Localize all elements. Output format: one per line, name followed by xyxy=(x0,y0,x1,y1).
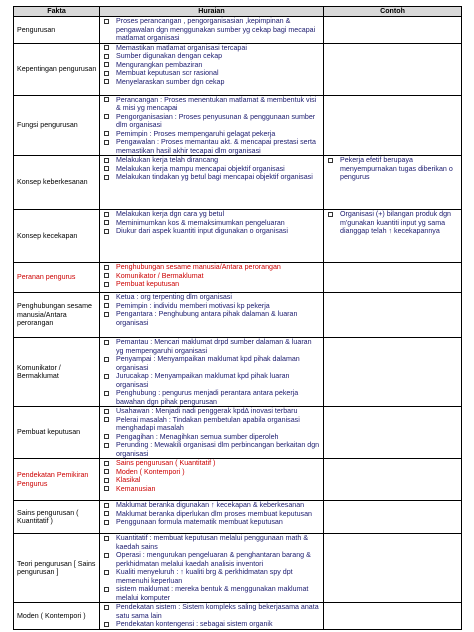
huraian-item xyxy=(102,78,321,87)
huraian-item xyxy=(102,302,321,311)
checkbox-bullet-icon xyxy=(104,158,109,163)
huraian-item xyxy=(102,138,321,155)
huraian-item xyxy=(102,476,321,485)
header-contoh: Contoh xyxy=(324,7,462,17)
checkbox-bullet-icon xyxy=(104,79,109,84)
contoh-cell xyxy=(324,43,462,95)
checkbox-bullet-icon xyxy=(104,391,109,396)
huraian-item xyxy=(102,310,321,327)
huraian-item xyxy=(102,69,321,78)
huraian-text: Mengurangkan pembaziran xyxy=(116,60,203,69)
huraian-item xyxy=(102,416,321,433)
huraian-text: Pelerai masalah : Tindakan pembetulan apabila organisasi menghadapi masalah xyxy=(116,415,300,432)
fakta-cell: Penghubungan sesame manusia/Antara perorangan xyxy=(14,293,100,338)
huraian-text: Pengawalan : Proses memantau akt. & mencapai prestasi serta memastikan hasil akhir tecapai dlm organisasi xyxy=(116,138,316,155)
huraian-cell xyxy=(100,156,324,210)
fakta-cell: Komunikator / Bermaklumat xyxy=(14,338,100,407)
huraian-text: Penyampai : Menyampaikan maklumat kpd pihak dalaman organisasi xyxy=(116,355,300,372)
checkbox-bullet-icon xyxy=(104,295,109,300)
huraian-text: Pengorganisasian : Proses penyusunan & penggunaan sumber dlm organisasi xyxy=(116,112,316,129)
huraian-cell xyxy=(100,95,324,156)
huraian-text: Operasi : mengurukan pengeluaran & penghantaran barang & perkhidmatan melalui kaedah analisis inventori xyxy=(116,551,311,568)
huraian-item xyxy=(102,585,321,602)
huraian-text: Pendekatan sistem : Sistem kompleks saling bekerjasama anata satu sama lain xyxy=(116,603,319,620)
checkbox-bullet-icon xyxy=(104,54,109,59)
huraian-text: Pembuat keputusan xyxy=(116,280,180,288)
huraian-cell xyxy=(100,210,324,263)
huraian-cell xyxy=(100,407,324,459)
huraian-text: Pemantau : Mencari maklumat drpd sumber dalaman & luaran yg mempengaruhi organisasi xyxy=(116,338,312,355)
checkbox-bullet-icon xyxy=(104,511,109,516)
checkbox-bullet-icon xyxy=(104,587,109,592)
huraian-text: Sumber digunakan dengan cekap xyxy=(116,52,223,60)
huraian-cell xyxy=(100,501,324,534)
huraian-text: Diukur dari aspek kuantiti input digunakan o organisasi xyxy=(116,227,288,235)
checkbox-bullet-icon xyxy=(328,158,333,163)
huraian-cell xyxy=(100,459,324,501)
contoh-cell xyxy=(324,95,462,156)
huraian-item xyxy=(102,459,321,468)
huraian-item xyxy=(102,165,321,174)
huraian-cell xyxy=(100,603,324,630)
huraian-item xyxy=(102,501,321,510)
fakta-cell: Fungsi pengurusan xyxy=(14,95,100,156)
checkbox-bullet-icon xyxy=(104,114,109,119)
huraian-item xyxy=(102,407,321,416)
huraian-text: Klasikal xyxy=(116,476,141,484)
contoh-cell xyxy=(324,210,462,263)
huraian-item xyxy=(102,355,321,372)
huraian-item xyxy=(102,485,321,494)
checkbox-bullet-icon xyxy=(104,434,109,439)
huraian-text: Pemimpin : individu memberi motivasi kp pekerja xyxy=(116,301,270,310)
checkbox-bullet-icon xyxy=(104,536,109,541)
table-row xyxy=(14,95,462,156)
contoh-cell xyxy=(324,459,462,501)
huraian-text: Maklumat beranka digunakan ↑ kecekapan & keberkesanan xyxy=(116,501,305,509)
huraian-item xyxy=(102,113,321,130)
huraian-text: Komunikator / Bermaklumat xyxy=(116,271,204,280)
fakta-cell: Konsep keberkesanan xyxy=(14,156,100,210)
fakta-cell: Pengurusan xyxy=(14,17,100,44)
huraian-item xyxy=(102,210,321,219)
checkbox-bullet-icon xyxy=(104,503,109,508)
huraian-item xyxy=(102,603,321,620)
huraian-item xyxy=(102,338,321,355)
huraian-item xyxy=(102,568,321,585)
table-row xyxy=(14,534,462,603)
huraian-text: Melakukan kerja dgn cara yg betul xyxy=(116,210,225,218)
huraian-text: Penghubungan sesame manusia/Antara perorangan xyxy=(116,263,281,271)
checkbox-bullet-icon xyxy=(104,520,109,525)
huraian-text: Memastikan matlamat organisasi tercapai xyxy=(116,43,247,52)
huraian-item xyxy=(102,372,321,389)
checkbox-bullet-icon xyxy=(104,374,109,379)
checkbox-bullet-icon xyxy=(104,212,109,217)
checkbox-bullet-icon xyxy=(104,417,109,422)
checkbox-bullet-icon xyxy=(328,212,333,217)
fakta-cell: Sains pengurusan ( Kuantitatif ) xyxy=(14,501,100,534)
header-fakta: Fakta xyxy=(14,7,100,17)
checkbox-bullet-icon xyxy=(104,312,109,317)
table-row xyxy=(14,263,462,293)
checkbox-bullet-icon xyxy=(104,45,109,50)
contoh-cell xyxy=(324,17,462,44)
huraian-text: Jurucakap : Menyampaikan maklumat kpd pihak luaran organisasi xyxy=(116,372,290,389)
checkbox-bullet-icon xyxy=(104,478,109,483)
checkbox-bullet-icon xyxy=(104,229,109,234)
checkbox-bullet-icon xyxy=(104,175,109,180)
checkbox-bullet-icon xyxy=(104,570,109,575)
huraian-item xyxy=(102,468,321,477)
huraian-text: Melakukan tindakan yg betul bagi mencapai objektif organisasi xyxy=(116,173,313,181)
checkbox-bullet-icon xyxy=(104,282,109,287)
huraian-text: Membuat keputusan scr rasional xyxy=(116,69,219,77)
huraian-cell xyxy=(100,338,324,407)
header-huraian: Huraian xyxy=(100,7,324,17)
table-row xyxy=(14,210,462,263)
checkbox-bullet-icon xyxy=(104,265,109,270)
huraian-item xyxy=(102,433,321,442)
huraian-text: Pendekatan kontengensi : sebagai sistem organik xyxy=(116,620,273,628)
checkbox-bullet-icon xyxy=(104,71,109,76)
checkbox-bullet-icon xyxy=(104,486,109,491)
contoh-cell xyxy=(324,534,462,603)
checkbox-bullet-icon xyxy=(104,62,109,67)
huraian-cell xyxy=(100,263,324,293)
huraian-text: Kemanusian xyxy=(116,484,156,493)
table-row xyxy=(14,501,462,534)
table-row xyxy=(14,17,462,44)
contoh-item xyxy=(326,210,459,236)
contoh-cell xyxy=(324,263,462,293)
huraian-text: Pengantara : Penghubung antara pihak dalaman & luaran organisasi xyxy=(116,310,298,327)
contoh-cell xyxy=(324,407,462,459)
fakta-cell: Kepentingan pengurusan xyxy=(14,43,100,95)
huraian-item xyxy=(102,293,321,302)
huraian-item xyxy=(102,263,321,272)
huraian-text: Usahawan : Menjadi nadi penggerak kpd∆ inovasi terbaru xyxy=(116,407,298,415)
notes-table xyxy=(13,6,462,630)
checkbox-bullet-icon xyxy=(104,131,109,136)
fakta-cell: Moden ( Kontempori ) xyxy=(14,603,100,630)
checkbox-bullet-icon xyxy=(104,357,109,362)
huraian-item xyxy=(102,272,321,281)
checkbox-bullet-icon xyxy=(104,409,109,414)
checkbox-bullet-icon xyxy=(104,140,109,145)
checkbox-bullet-icon xyxy=(104,220,109,225)
huraian-text: Penggunaan formula matematik membuat keputusan xyxy=(116,518,283,526)
contoh-cell xyxy=(324,293,462,338)
huraian-text: sistem maklumat : mereka bentuk & menggunakan maklumat melalui komputer xyxy=(116,585,309,602)
checkbox-bullet-icon xyxy=(104,97,109,102)
huraian-text: Proses perancangan , pengorganisasian ,kepimpinan & pengawalan dgn menggunakan sumber yg cekap bagi mecapai matlamat organisasi xyxy=(116,17,316,42)
checkbox-bullet-icon xyxy=(104,303,109,308)
huraian-item xyxy=(102,130,321,139)
contoh-cell xyxy=(324,501,462,534)
fakta-cell: Pembuat keputusan xyxy=(14,407,100,459)
table-row xyxy=(14,407,462,459)
huraian-item xyxy=(102,518,321,527)
checkbox-bullet-icon xyxy=(104,19,109,24)
huraian-text: Maklumat beranka diperlukan dlm proses membuat keputusan xyxy=(116,509,312,518)
fakta-cell: Peranan pengurus xyxy=(14,263,100,293)
huraian-item xyxy=(102,61,321,70)
huraian-text: Pengagihan : Menagihkan semua sumber diperoleh xyxy=(116,432,279,441)
huraian-text: Moden ( Kontempori ) xyxy=(116,467,185,476)
table-row xyxy=(14,603,462,630)
huraian-item xyxy=(102,551,321,568)
huraian-item xyxy=(102,52,321,61)
fakta-cell: Teori pengurusan [ Sains pengurusan ] xyxy=(14,534,100,603)
table-row xyxy=(14,43,462,95)
contoh-text: Pekerja efetif berupaya menyempurnakan tugas diberikan o pengurus xyxy=(340,156,453,181)
huraian-item xyxy=(102,510,321,519)
checkbox-bullet-icon xyxy=(104,553,109,558)
table-body xyxy=(14,17,462,630)
contoh-item xyxy=(326,156,459,182)
huraian-cell xyxy=(100,293,324,338)
huraian-item xyxy=(102,227,321,236)
huraian-text: Meminimumkan kos & memaksimumkan pengeluaran xyxy=(116,218,285,227)
huraian-item xyxy=(102,44,321,53)
huraian-item xyxy=(102,280,321,289)
huraian-text: Penghubung : pengurus menjadi perantara antara pekerja bawahan dgn pihak pengurusan xyxy=(116,389,299,406)
checkbox-bullet-icon xyxy=(104,166,109,171)
huraian-text: Perancangan : Proses menentukan matlamat & membentuk visi & misi yg mencapai xyxy=(116,95,317,112)
huraian-text: Menyelaraskan sumber dgn cekap xyxy=(116,77,225,86)
checkbox-bullet-icon xyxy=(104,461,109,466)
contoh-cell xyxy=(324,603,462,630)
huraian-text: Ketua : org terpenting dlm organisasi xyxy=(116,293,232,301)
table-row xyxy=(14,156,462,210)
huraian-item xyxy=(102,441,321,458)
huraian-cell xyxy=(100,534,324,603)
huraian-text: Kuantitatif : membuat keputusan melalui penggunaan math & kaedah sains xyxy=(116,534,309,551)
huraian-cell xyxy=(100,43,324,95)
huraian-item xyxy=(102,620,321,629)
contoh-text: Organisasi (+) bilangan produk dgn m'gunakan kuantiti input yg sama dianggap telah ↑ kecekapannya xyxy=(340,210,452,235)
document-page xyxy=(13,6,461,630)
contoh-cell xyxy=(324,156,462,210)
contoh-cell xyxy=(324,338,462,407)
huraian-text: Melakukan kerja mampu mencapai objektif organisasi xyxy=(116,164,285,173)
table-row xyxy=(14,293,462,338)
checkbox-bullet-icon xyxy=(104,443,109,448)
huraian-text: Melakukan kerja telah dirancang xyxy=(116,156,219,164)
huraian-cell xyxy=(100,17,324,44)
checkbox-bullet-icon xyxy=(104,469,109,474)
huraian-item xyxy=(102,17,321,43)
table-header-row xyxy=(14,7,462,17)
table-row xyxy=(14,459,462,501)
fakta-cell: Pendekatan Pemikiran Pengurus xyxy=(14,459,100,501)
checkbox-bullet-icon xyxy=(104,340,109,345)
huraian-text: Perunding : Mewakili organisasi dlm perbincangan berkaitan dgn organisasi xyxy=(116,441,320,458)
checkbox-bullet-icon xyxy=(104,605,109,610)
huraian-item xyxy=(102,389,321,406)
huraian-item xyxy=(102,173,321,182)
checkbox-bullet-icon xyxy=(104,273,109,278)
huraian-item xyxy=(102,534,321,551)
huraian-item xyxy=(102,96,321,113)
huraian-text: Pemimpin : Proses mempengaruhi gelagat pekerja xyxy=(116,129,276,138)
fakta-cell: Konsep kecekapan xyxy=(14,210,100,263)
checkbox-bullet-icon xyxy=(104,622,109,627)
huraian-text: Kualiti menyeluruh : ↑ kualiti brg & perkhidmatan spy dpt memenuhi keperluan xyxy=(116,568,293,585)
huraian-item xyxy=(102,156,321,165)
huraian-text: Sains pengurusan ( Kuantitatif ) xyxy=(116,459,216,467)
huraian-item xyxy=(102,219,321,228)
table-row xyxy=(14,338,462,407)
